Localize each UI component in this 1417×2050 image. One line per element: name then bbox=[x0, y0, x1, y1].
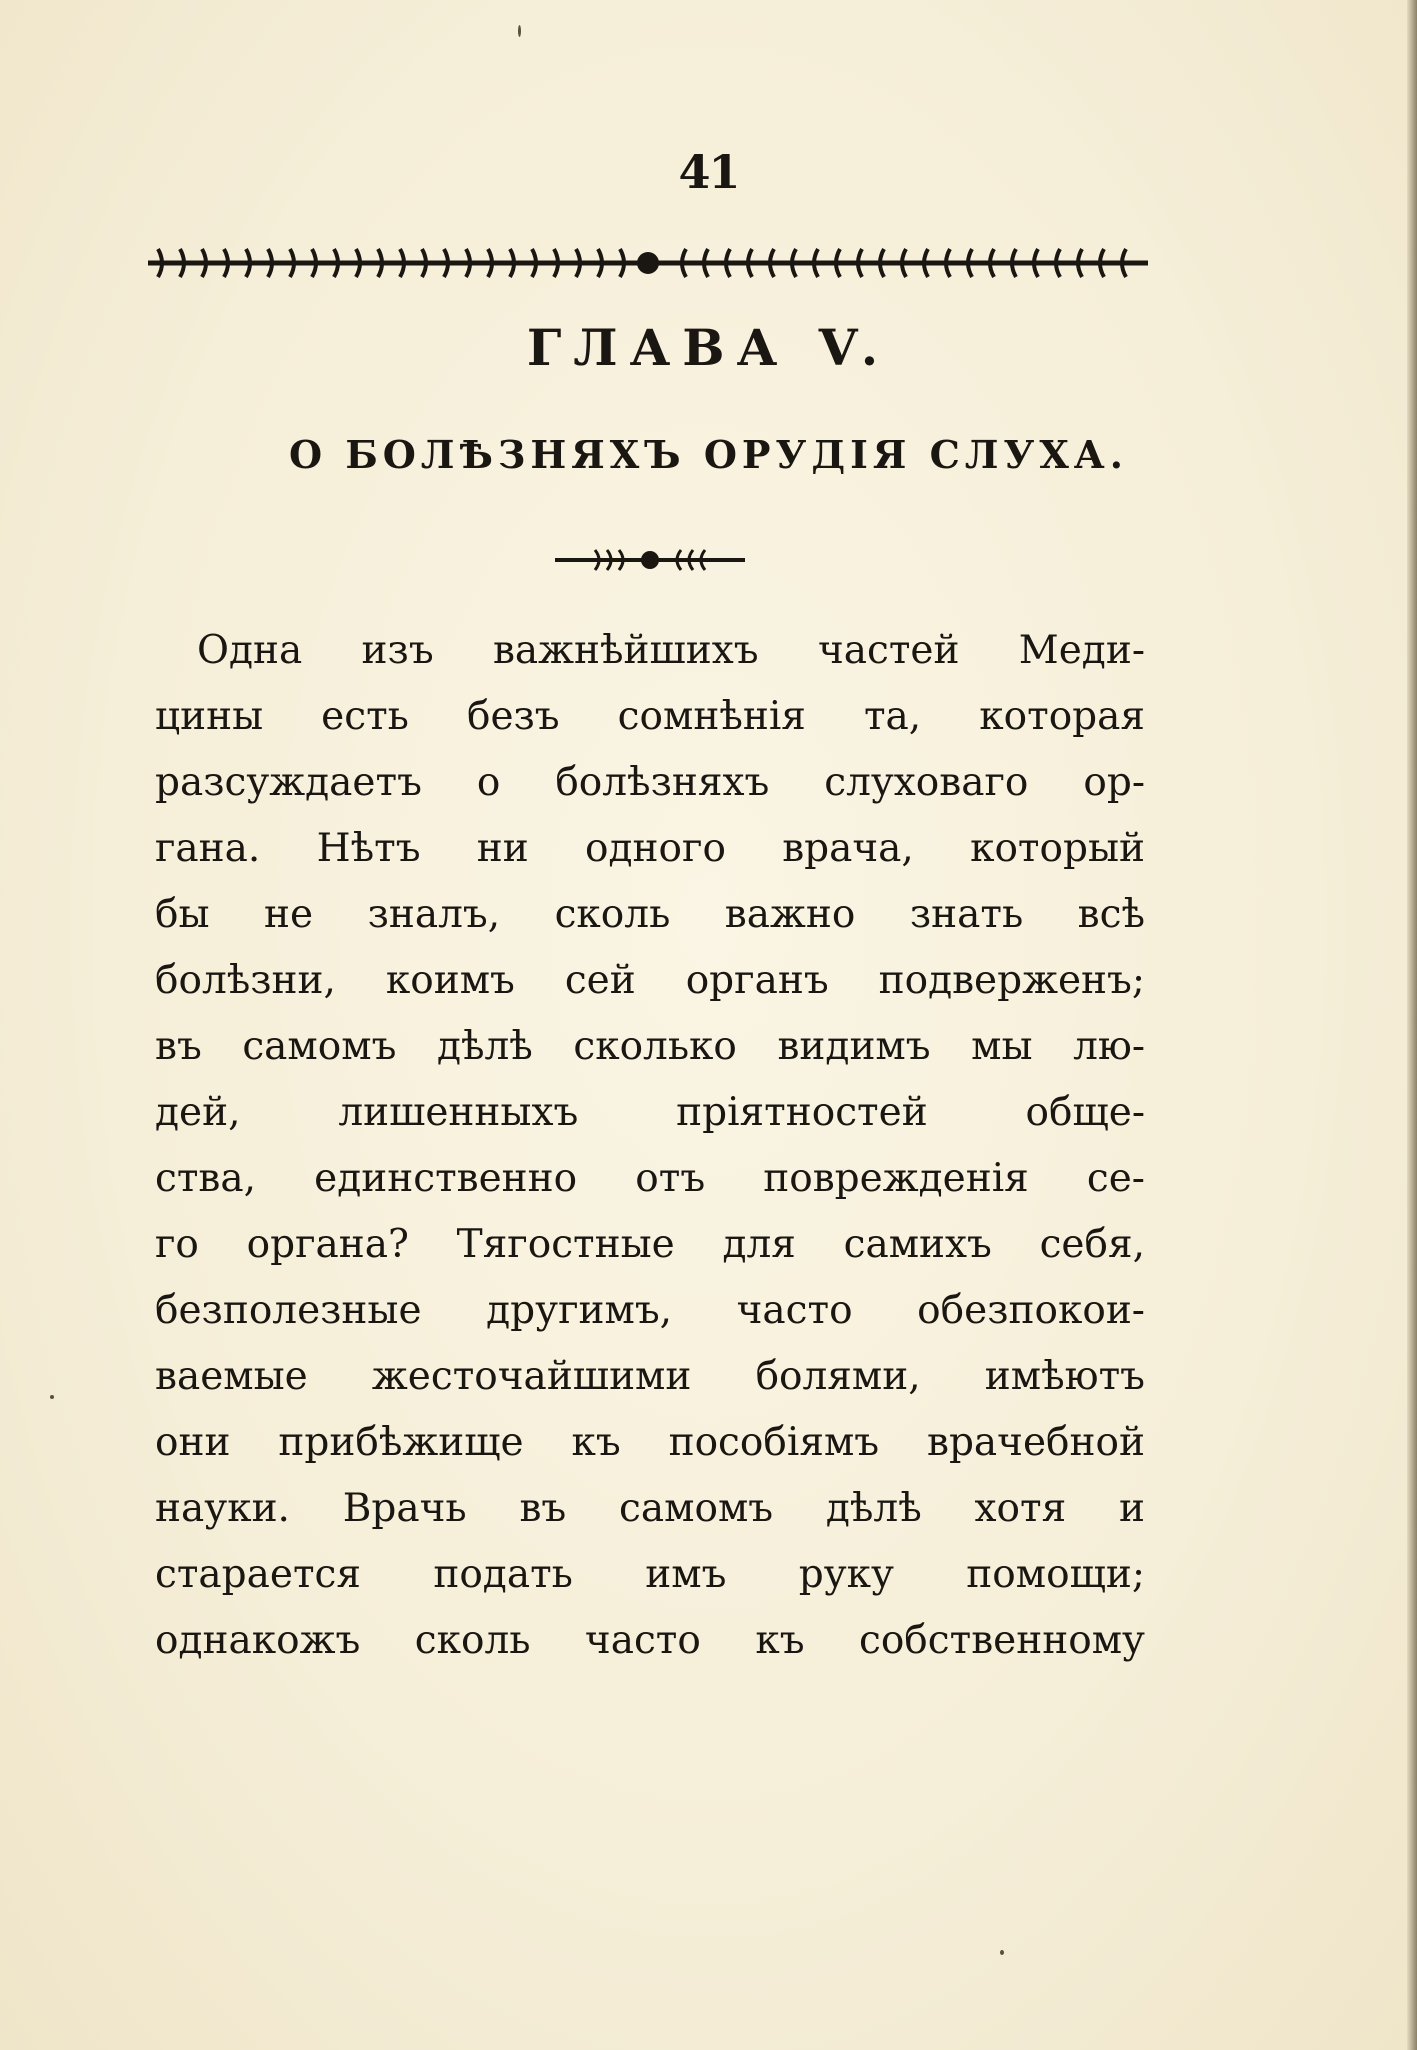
body-line: безполезные другимъ, часто обезпокои- bbox=[155, 1288, 1145, 1333]
body-line: гана. Нѣтъ ни одного врача, который bbox=[155, 826, 1145, 871]
body-line: цины есть безъ сомнѣнія та, которая bbox=[155, 694, 1145, 739]
page-edge bbox=[1407, 0, 1417, 2050]
paper-speck bbox=[50, 1395, 54, 1399]
body-line: болѣзни, коимъ сей органъ подверженъ; bbox=[155, 958, 1145, 1003]
body-line: го органа? Тягостные для самихъ себя, bbox=[155, 1222, 1145, 1267]
paper-speck bbox=[1000, 1950, 1004, 1955]
body-line: старается подать имъ руку помощи; bbox=[155, 1552, 1145, 1597]
body-line: разсуждаетъ о болѣзняхъ слуховаго ор- bbox=[155, 760, 1145, 805]
ornamental-rule bbox=[148, 245, 1148, 281]
chapter-title: ГЛАВА V. bbox=[526, 318, 891, 377]
body-line: они прибѣжище къ пособіямъ врачебной bbox=[155, 1420, 1145, 1465]
body-line: бы не зналъ, сколь важно знать всѣ bbox=[155, 892, 1145, 937]
page-number: 41 bbox=[678, 145, 739, 199]
body-line: въ самомъ дѣлѣ сколько видимъ мы лю- bbox=[155, 1024, 1145, 1069]
body-line: ства, единственно отъ поврежденія се- bbox=[155, 1156, 1145, 1201]
paper-speck bbox=[518, 25, 521, 37]
chapter-subtitle: О БОЛѢЗНЯХЪ ОРУДІЯ СЛУХА. bbox=[288, 432, 1128, 477]
body-line: науки. Врачь въ самомъ дѣлѣ хотя и bbox=[155, 1486, 1145, 1531]
body-line: дей, лишенныхъ пріятностей обще- bbox=[155, 1090, 1145, 1135]
body-line: однакожъ сколь часто къ собственному bbox=[155, 1618, 1145, 1663]
body-line: Одна изъ важнѣйшихъ частей Меди- bbox=[197, 628, 1145, 673]
body-line: ваемые жесточайшими болями, имѣютъ bbox=[155, 1354, 1145, 1399]
body-text bbox=[155, 618, 1145, 1674]
small-ornament bbox=[555, 545, 745, 575]
